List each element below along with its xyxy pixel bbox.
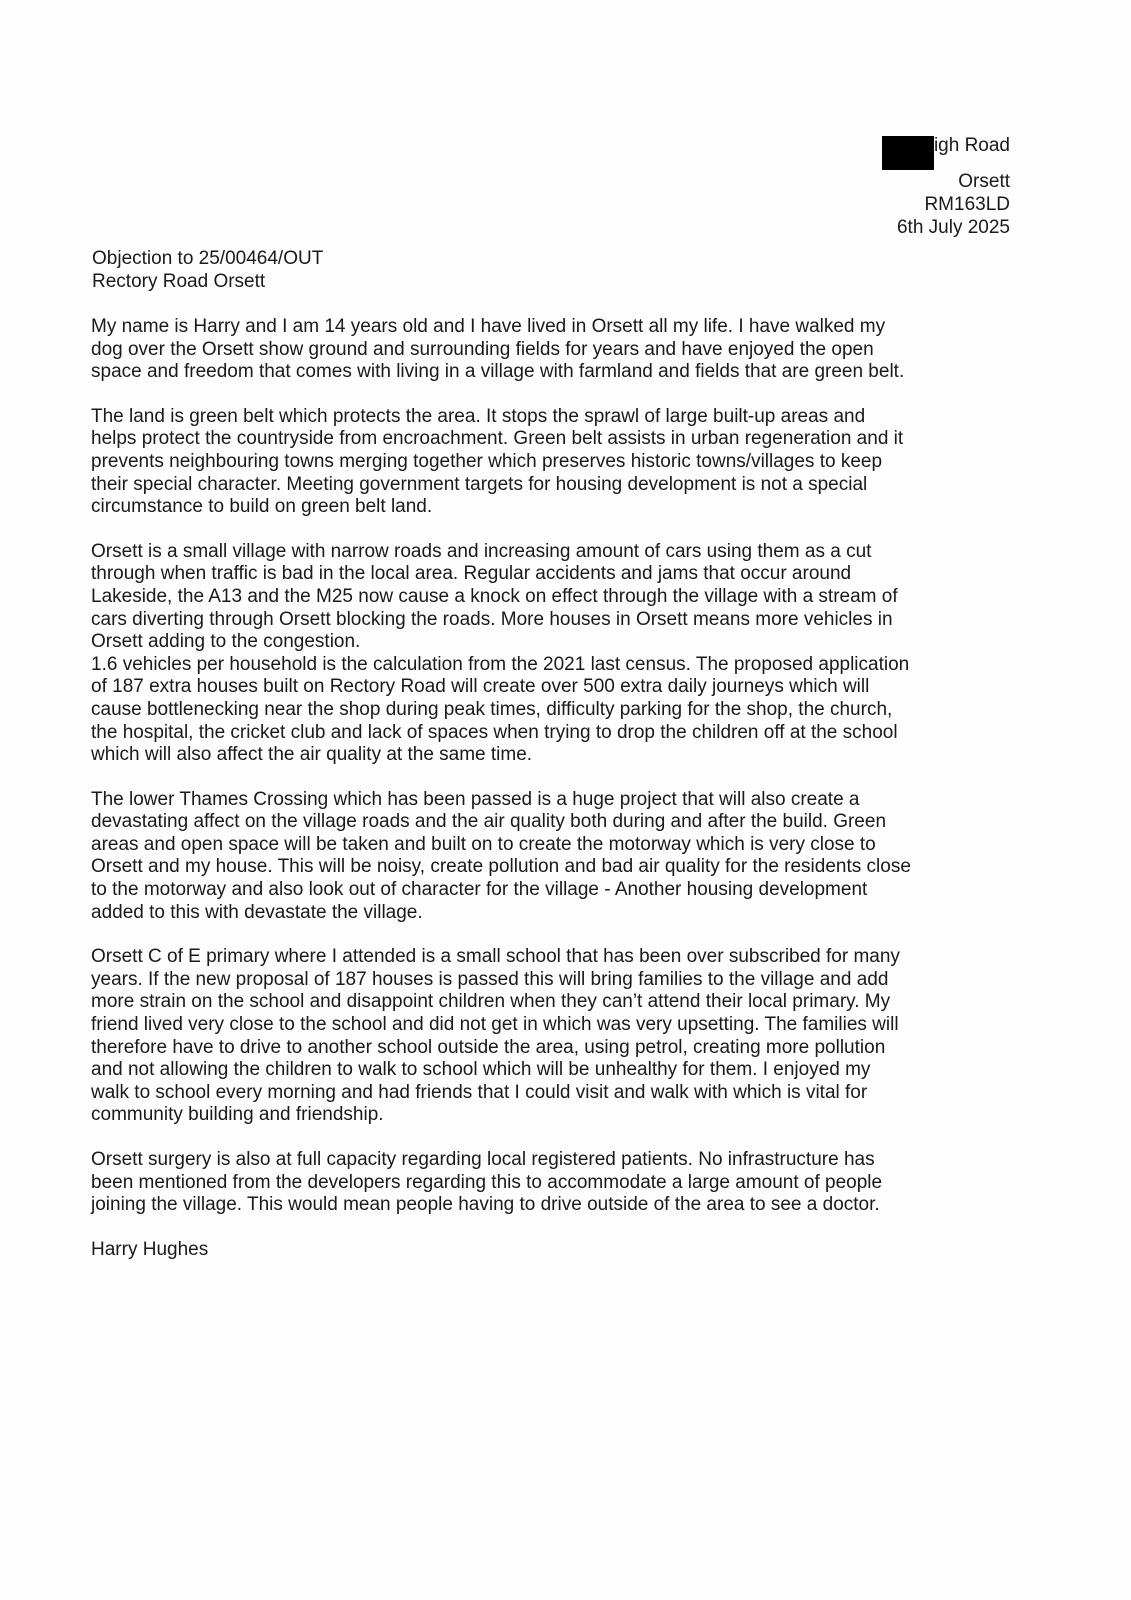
paragraph-line: added to this with devastate the village. [91,901,423,923]
paragraph-line: their special character. Meeting government targets for housing development is not a special [91,473,868,495]
paragraph-line: The land is green belt which protects the area. It stops the sprawl of large built-up areas and [91,405,866,427]
paragraph-traffic [91,541,1021,767]
letter-date: 6th July 2025 [896,217,1010,238]
paragraph-line: helps protect the countryside from encroachment. Green belt assists in urban regeneration and it [91,428,904,450]
paragraph-line: been mentioned from the developers regarding this to accommodate a large amount of people [91,1171,883,1193]
paragraph-thames-crossing [91,789,1021,925]
paragraph-line: space and freedom that comes with living in a village with farmland and fields that are green belt. [91,361,905,383]
paragraph-line: 1.6 vehicles per household is the calculation from the 2021 last census. The proposed application [91,653,910,675]
paragraph-line: devastating affect on the village roads and the air quality both during and after the build. Green [91,811,887,833]
paragraph-introduction [91,316,1021,384]
paragraph-line: years. If the new proposal of 187 houses is passed this will bring families to the village and add [91,968,889,990]
paragraph-line: Orsett is a small village with narrow roads and increasing amount of cars using them as a cut [91,540,872,562]
paragraph-line: friend lived very close to the school and did not get in which was very upsetting. The families will [91,1014,899,1036]
paragraph-line: which will also affect the air quality at the same time. [91,744,533,766]
paragraph-line: cars diverting through Orsett blocking the roads. More houses in Orsett means more vehicles in [91,608,893,630]
paragraph-line: The lower Thames Crossing which has been passed is a huge project that will also create a [91,788,860,810]
subject-location: Rectory Road Orsett [92,271,266,292]
paragraph-line: Orsett C of E primary where I attended is a small school that has been over subscribed for many [91,946,900,968]
paragraph-green-belt [91,406,1021,519]
redaction-box [882,136,934,170]
paragraph-line: walk to school every morning and had friends that I could visit and walk with which is vital for [91,1081,868,1103]
sender-address-block [882,134,1010,239]
paragraph-line: circumstance to build on green belt land. [91,496,433,518]
paragraph-line: cause bottlenecking near the shop during peak times, difficulty parking for the shop, the church, [91,698,893,720]
paragraph-surgery [91,1149,1021,1217]
paragraph-line: Orsett adding to the congestion. [91,631,361,653]
subject-block [92,247,323,293]
paragraph-line: community building and friendship. [91,1104,384,1126]
address-postcode: RM163LD [924,194,1010,215]
paragraph-line: prevents neighbouring towns merging together which preserves historic towns/villages to keep [91,450,883,472]
signature-name: Harry Hughes [91,1238,209,1260]
paragraph-line: of 187 extra houses built on Rectory Road will create over 500 extra daily journeys which will [91,676,870,698]
address-town: Orsett [958,171,1010,192]
paragraph-line: Lakeside, the A13 and the M25 now cause a knock on effect through the village with a stream of [91,585,898,607]
paragraph-line: to the motorway and also look out of character for the village - Another housing development [91,879,868,901]
paragraph-line: the hospital, the cricket club and lack of spaces when trying to drop the children off at the school [91,721,898,743]
paragraph-line: joining the village. This would mean people having to drive outside of the area to see a doctor. [91,1194,880,1216]
paragraph-line: dog over the Orsett show ground and surrounding fields for years and have enjoyed the open [91,338,874,360]
paragraph-line: therefore have to drive to another school outside the area, using petrol, creating more pollution [91,1036,886,1058]
paragraph-line: Orsett surgery is also at full capacity regarding local registered patients. No infrastructure has [91,1149,875,1170]
paragraph-line: and not allowing the children to walk to school which will be unhealthy for them. I enjoyed my [91,1059,871,1081]
paragraph-line: Orsett and my house. This will be noisy, create pollution and bad air quality for the residents close [91,856,911,878]
paragraph-line: areas and open space will be taken and built on to create the motorway which is very close to [91,833,876,855]
paragraph-line: more strain on the school and disappoint children when they can’t attend their local primary. My [91,991,891,1013]
paragraph-line: My name is Harry and I am 14 years old and I have lived in Orsett all my life. I have walked my [91,316,886,337]
address-street: igh Road [933,135,1010,156]
address-street-line [882,134,1010,170]
paragraph-line: through when traffic is bad in the local area. Regular accidents and jams that occur around [91,563,852,585]
paragraph-school [91,946,1021,1127]
letter-body [91,316,1021,1261]
subject-reference: Objection to 25/00464/OUT [92,248,324,269]
